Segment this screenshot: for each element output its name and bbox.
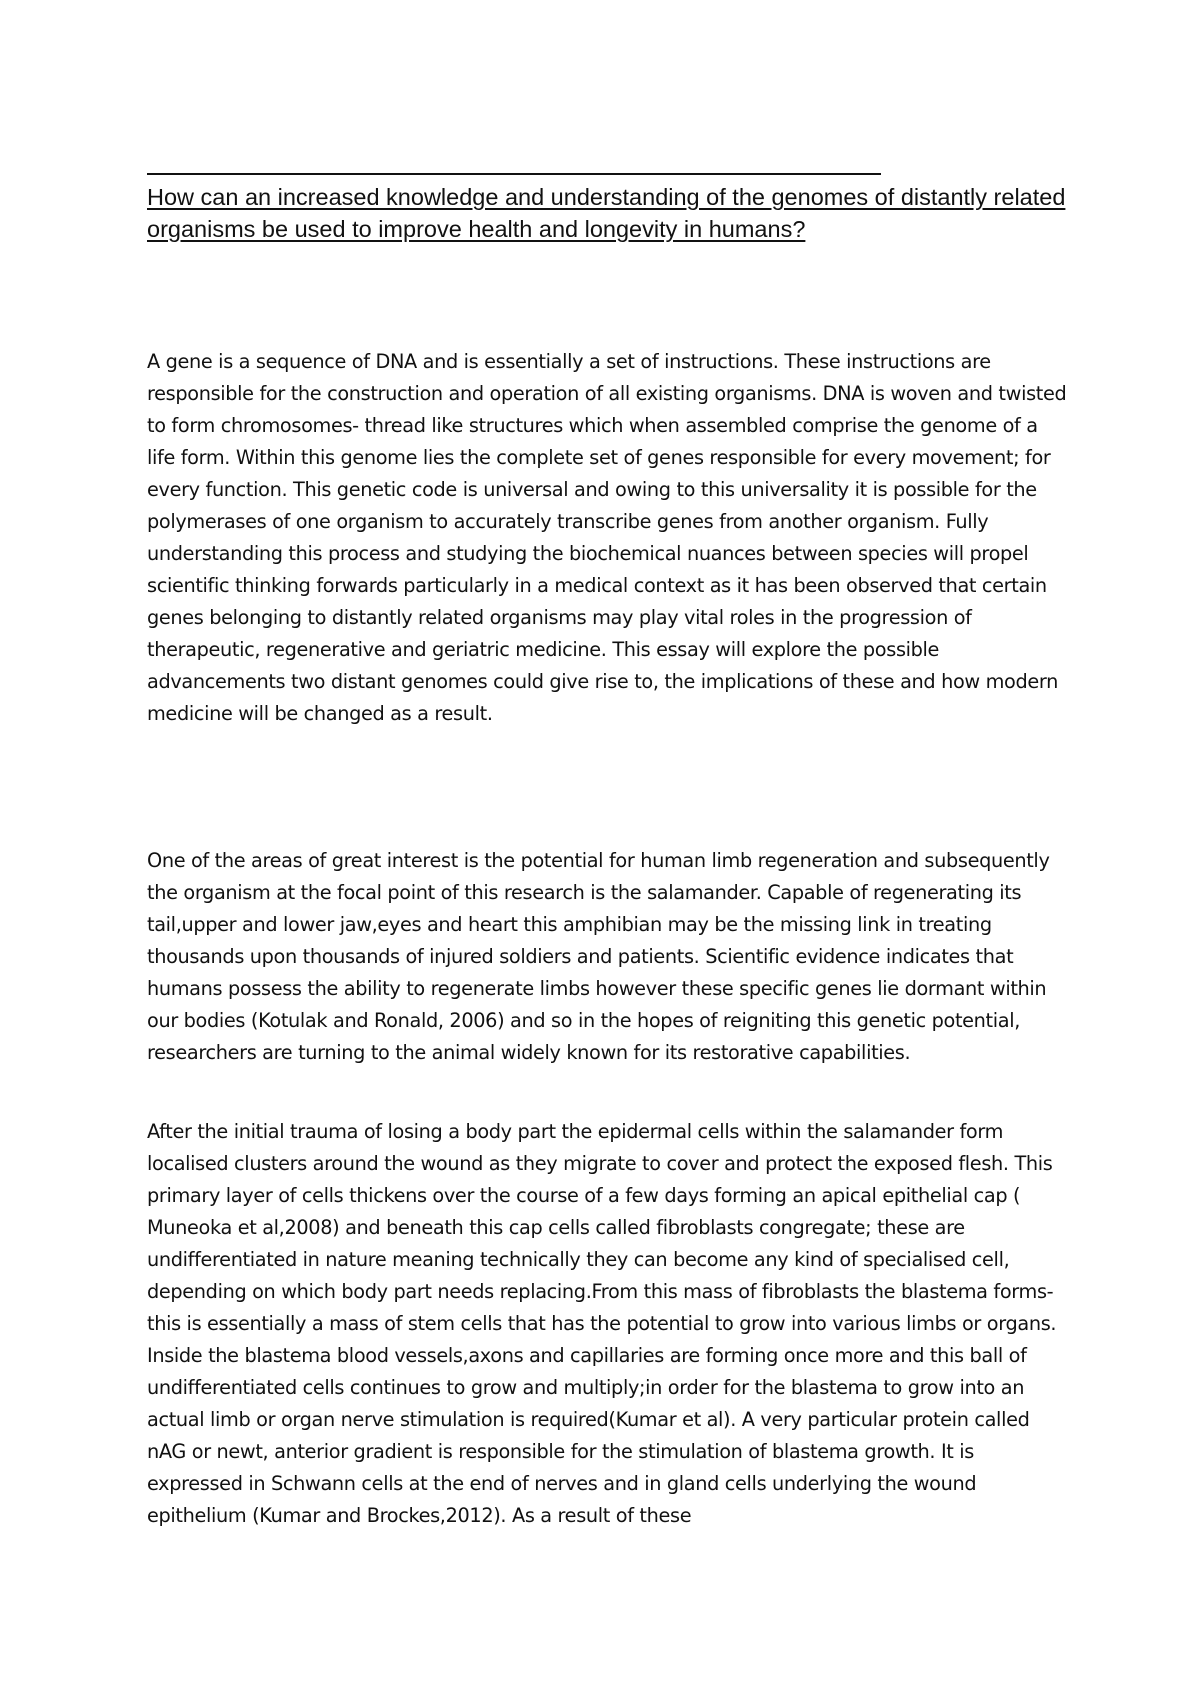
paragraph-introduction: A gene is a sequence of DNA and is essentially a set of instructions. These instructions are responsible for the construction and operation of all existing organisms. DNA is woven and twisted to form chromosomes- thread like structures which when assembled comprise the genome of a life form. Within this genome lies the complete set of genes responsible for every movement; for every function. This genetic code is universal and owing to this universality it is possible for the polymerases of one organism to accurately transcribe genes from another organism. Fully understanding this process and studying the biochemical nuances between species will propel scientific thinking forwards particularly in a medical context as it has been observed that certain genes belonging to distantly related organisms may play vital roles in the progression of therapeutic, regenerative and geriatric medicine. This essay will explore the possible advancements two distant genomes could give rise to, the implications of these and how modern medicine will be changed as a result. xyxy=(147,350,1067,725)
paragraph-limb-regeneration: One of the areas of great interest is the potential for human limb regeneration and subsequently the organism at the focal point of this research is the salamander. Capable of regenerating its tail,upper and lower jaw,eyes and heart this amphibian may be the missing link in treating thousands upon thousands of injured soldiers and patients. Scientific evidence indicates that humans possess the ability to regenerate limbs however these specific genes lie dormant within our bodies (Kotulak and Ronald, 2006) and so in the hopes of reigniting this genetic potential, researchers are turning to the animal widely known for its restorative capabilities. xyxy=(147,849,1050,1064)
paragraph-blastema: After the initial trauma of losing a body part the epidermal cells within the salamander form localised clusters around the wound as they migrate to cover and protect the exposed flesh. This primary layer of cells thickens over the course of a few days forming an apical epithelial cap ( Muneoka et al,2008) and beneath this cap cells called fibroblasts congregate; these are undifferentiated in nature meaning technically they can become any kind of specialised cell, depending on which body part needs replacing.From this mass of fibroblasts the blastema forms-this is essentially a mass of stem cells that has the potential to grow into various limbs or organs. Inside the blastema blood vessels,axons and capillaries are forming once more and this ball of undifferentiated cells continues to grow and multiply;in order for the blastema to grow into an actual limb or organ nerve stimulation is required(Kumar et al). A very particular protein called nAG or newt, anterior gradient is responsible for the stimulation of blastema growth. It is expressed in Schwann cells at the end of nerves and in gland cells underlying the wound epithelium (Kumar and Brockes,2012). As a result of these xyxy=(147,1120,1057,1527)
title-rule xyxy=(147,173,881,175)
essay-title: How can an increased knowledge and understanding of the genomes of distantly related organisms be used to improve health and longevity in humans? xyxy=(147,184,1066,242)
